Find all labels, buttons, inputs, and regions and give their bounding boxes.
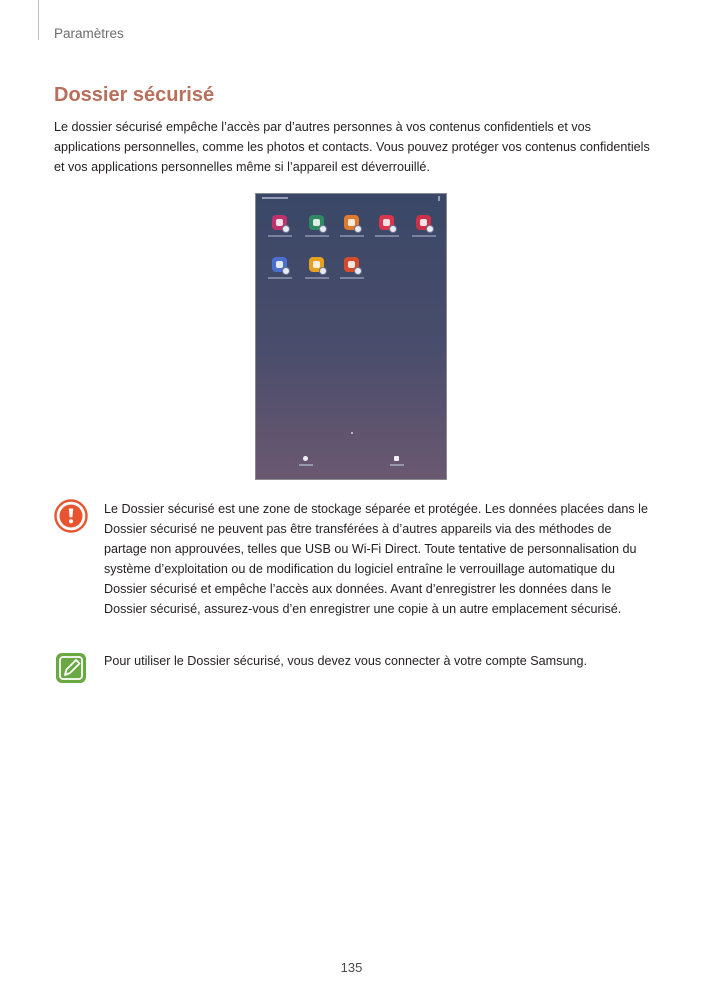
app-glyph <box>348 261 355 268</box>
intro-paragraph: Le dossier sécurisé empêche l’accès par d’autres personnes à vos contenus confidentiels et vos applications personnelles, comme les photos et contacts. Vous pouvez protéger vos contenus confidentiels et vos applications personnelles même si l’appareil est déverrouillé. <box>54 120 650 174</box>
section-title: Dossier sécurisé <box>54 84 215 106</box>
margin-rule <box>38 0 39 40</box>
secure-folder-screenshot <box>255 193 447 480</box>
app-label <box>268 277 292 279</box>
secure-badge-icon <box>282 225 290 233</box>
app-icon <box>272 257 287 272</box>
app-glyph <box>313 261 320 268</box>
app-label <box>340 277 364 279</box>
app-icon <box>416 215 431 230</box>
screenshot-status-bar <box>256 194 446 204</box>
add-icon <box>394 456 399 461</box>
running-header: Paramètres <box>54 26 124 41</box>
app-icon <box>309 215 324 230</box>
secure-badge-icon <box>354 267 362 275</box>
app-glyph <box>276 261 283 268</box>
caution-notice <box>54 499 654 639</box>
app-glyph <box>276 219 283 226</box>
caution-text: Le Dossier sécurisé est une zone de stockage séparée et protégée. Les données placées dans le Dossier sécurisé ne peuvent pas être transférées à d’autres appareils via des méthodes de partage non approuvées, telles que USB ou Wi-Fi Direct. Toute tentative de personnalisation du système d’exploitation ou de modification du logiciel entraîne le verrouillage automatique du Dossier sécurisé et empêche l’accès aux données. Avant d’enregistrer les données dans le Dossier sécurisé, assurez-vous d’en enregistrer une copie à un autre emplacement sécurisé. <box>104 502 648 616</box>
app-label <box>340 235 364 237</box>
pencil-note-icon <box>54 651 88 685</box>
app-glyph <box>348 219 355 226</box>
app-icon <box>309 257 324 272</box>
app-label <box>268 235 292 237</box>
secure-badge-icon <box>389 225 397 233</box>
exclamation-icon <box>54 499 88 533</box>
more-options-icon <box>438 196 440 201</box>
secure-badge-icon <box>426 225 434 233</box>
app-glyph <box>420 219 427 226</box>
note-text: Pour utiliser le Dossier sécurisé, vous devez vous connecter à votre compte Samsung. <box>104 654 587 668</box>
app-glyph <box>383 219 390 226</box>
dock-label <box>390 464 404 466</box>
page-indicator <box>351 432 353 434</box>
app-icon <box>379 215 394 230</box>
secure-badge-icon <box>282 267 290 275</box>
note-notice <box>54 651 654 691</box>
app-label <box>375 235 399 237</box>
app-icon <box>344 215 359 230</box>
app-icon <box>272 215 287 230</box>
page-number: 135 <box>340 960 363 975</box>
screenshot-folder-title <box>262 197 288 199</box>
secure-badge-icon <box>319 267 327 275</box>
secure-badge-icon <box>319 225 327 233</box>
dock-label <box>299 464 313 466</box>
app-label <box>412 235 436 237</box>
app-label <box>305 277 329 279</box>
secure-badge-icon <box>354 225 362 233</box>
lock-icon <box>303 456 308 461</box>
app-icon <box>344 257 359 272</box>
app-glyph <box>313 219 320 226</box>
app-label <box>305 235 329 237</box>
